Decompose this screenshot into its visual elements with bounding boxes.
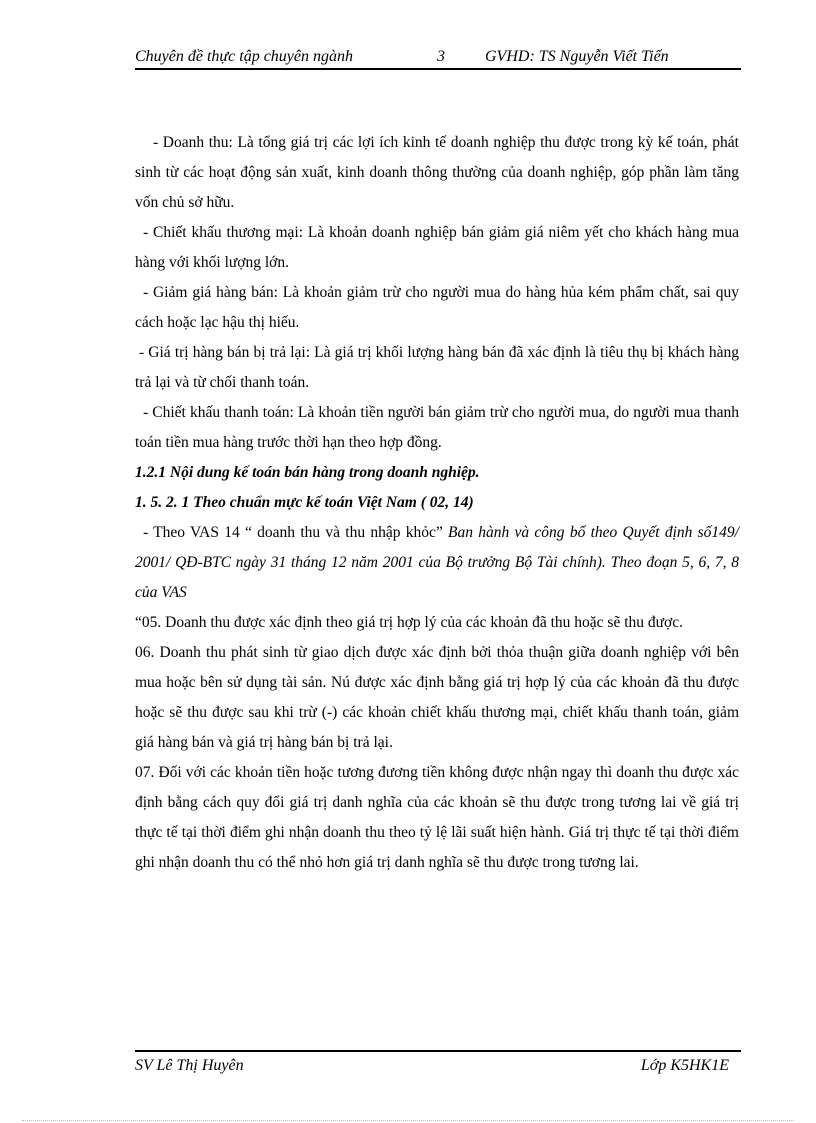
paragraph-sales-allowance: - Giảm giá hàng bán: Là khoản giảm trừ cho người mua do hàng hủa kém phẩm chất, sai quy cách hoặc lạc hậu thị hiếu. [135,284,739,331]
page-number: 3 [437,48,445,65]
paragraph-07: 07. Đối với các khoản tiền hoặc tương đương tiền không được nhận ngay thì doanh thu được xác định bằng cách quy đổi giá trị danh nghĩa của các khoản sẽ thu được trong tương lai về giá trị thực tế tại thời điểm ghi nhận doanh thu theo tỷ lệ lãi suất hiện hành. Giá trị thực tế tại thời điểm ghi nhận doanh thu có thể nhỏ hơn giá trị danh nghĩa sẽ thu được trong tương lai. [135,764,739,871]
page-bottom-divider [22,1120,794,1121]
paragraph-payment-discount: - Chiết khấu thanh toán: Là khoản tiền người bán giảm trừ cho người mua, do người mua thanh toán tiền mua hàng trước thời hạn theo hợp đồng. [135,404,739,451]
paragraph-vas14 [135,518,739,608]
section-heading: 1.2.1 Nội dung kế toán bán hàng trong doanh nghiệp. [135,464,480,481]
paragraph-revenue: - Doanh thu: Là tổng giá trị các lợi ích kinh tế doanh nghiệp thu được trong kỳ kế toán, phát sinh từ các hoạt động sản xuất, kinh doanh thông thường của doanh nghiệp, góp phần làm tăng vốn chủ sở hữu. [135,134,739,211]
vas14-decision: Ban hành và công bố theo Quyết định số149/ 2001/ QĐ-BTC ngày 31 tháng 12 năm 2001 của Bộ trưởng Bộ Tài chính). Theo đoạn 5, 6, 7, 8 của VAS [135,524,739,601]
footer-class: Lớp K5HK1E [640,1057,729,1074]
subsection-heading: 1. 5. 2. 1 Theo chuẩn mực kế toán Việt Nam ( 02, 14) [135,494,474,511]
paragraph-trade-discount: - Chiết khấu thương mại: Là khoản doanh nghiệp bán giảm giá niêm yết cho khách hàng mua hàng với khối lượng lớn. [135,224,739,271]
paragraph-05: “05. Doanh thu được xác định theo giá trị hợp lý của các khoản đã thu hoặc sẽ thu được. [135,614,683,631]
page-footer [135,1050,741,1078]
header-supervisor: GVHD: TS Nguyễn Viết Tiến [485,48,669,65]
paragraph-sales-returns: - Giá trị hàng bán bị trả lại: Là giá trị khối lượng hàng bán đã xác định là tiêu thụ bị khách hàng trả lại và từ chối thanh toán. [135,344,739,391]
header-title: Chuyên đề thực tập chuyên ngành [135,48,353,65]
vas14-text: - Theo VAS 14 “ doanh thu và thu nhập khỏc” [143,524,449,541]
page-header [135,46,741,70]
paragraph-06: 06. Doanh thu phát sinh từ giao dịch được xác định bởi thỏa thuận giữa doanh nghiệp với bên mua hoặc bên sử dụng tài sản. Nú được xác định bằng giá trị hợp lý của các khoản đã thu được hoặc sẽ thu được sau khi trừ (-) các khoản chiết khấu thương mại, chiết khấu thanh toán, giảm giá hàng bán và giá trị hàng bán bị trả lại. [135,644,739,751]
document-body [135,128,739,878]
footer-student: SV Lê Thị Huyên [135,1057,244,1074]
